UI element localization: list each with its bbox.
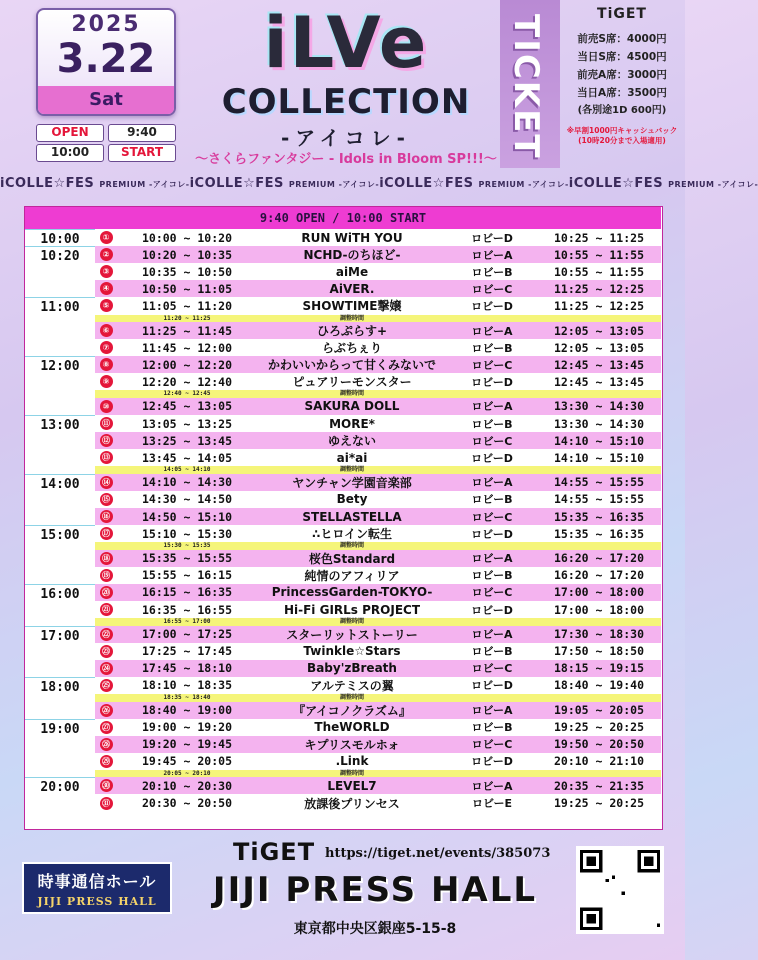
slot-number: ② xyxy=(95,248,117,261)
hour-label: 10:00 xyxy=(25,229,95,246)
break-row xyxy=(95,390,661,398)
performance-time: 10:50 ~ 11:05 xyxy=(141,281,232,296)
performer-name: 放課後プリンセス xyxy=(304,796,400,811)
table-row xyxy=(95,702,661,719)
ticket-prices xyxy=(562,6,682,168)
date-weekday: Sat xyxy=(38,86,174,114)
performance-time: 20:30 ~ 20:50 xyxy=(141,796,232,811)
break-time: 14:05 ~ 14:10 xyxy=(163,466,211,474)
break-time: 20:05 ~ 20:10 xyxy=(163,769,211,777)
performance-time: 18:40 ~ 19:00 xyxy=(141,703,232,718)
table-row xyxy=(95,567,661,584)
slot-number: ④ xyxy=(95,282,117,295)
hour-label: 10:20 xyxy=(25,246,95,297)
venue-logo xyxy=(22,862,172,914)
hour-label: 15:00 xyxy=(25,525,95,584)
performer-name: SAKURA DOLL xyxy=(304,399,400,414)
slot-number: ① xyxy=(95,231,117,244)
greeting-time: 16:20 ~ 17:20 xyxy=(553,551,644,566)
table-row xyxy=(95,777,661,794)
fes-logo: iCOLLE☆FES PREMIUM -アイコレ- xyxy=(379,175,569,191)
break-time: 16:55 ~ 17:00 xyxy=(163,618,211,626)
performer-name: 純情のアフィリア xyxy=(304,568,400,583)
greeting-time: 13:30 ~ 14:30 xyxy=(553,416,644,431)
greeting-location: ロビーC xyxy=(471,434,513,448)
break-row xyxy=(95,315,661,323)
break-row xyxy=(95,618,661,626)
greeting-time: 20:35 ~ 21:35 xyxy=(553,778,644,793)
cashback-detail: (10時20分まで入場適用) xyxy=(578,136,666,145)
performer-name: LEVEL7 xyxy=(327,778,377,793)
greeting-location: ロビーD xyxy=(471,451,513,465)
greeting-time: 14:10 ~ 15:10 xyxy=(553,450,644,465)
greeting-location: ロビーB xyxy=(471,341,513,355)
break-row xyxy=(95,542,661,550)
timetable-header: 9:40 OPEN / 10:00 START xyxy=(25,207,661,229)
table-row xyxy=(95,373,661,390)
table-row xyxy=(95,474,661,491)
ticket-title: TiGET xyxy=(597,6,647,22)
table-row xyxy=(95,246,661,263)
slot-number: ⑯ xyxy=(95,510,117,523)
greeting-location: ロビーA xyxy=(471,704,513,718)
performance-time: 19:00 ~ 19:20 xyxy=(141,720,232,735)
performance-time: 13:45 ~ 14:05 xyxy=(141,450,232,465)
greeting-location: ロビーA xyxy=(471,779,513,793)
break-time: 18:35 ~ 18:40 xyxy=(163,694,211,701)
event-logo-kana: -アイコレ- xyxy=(280,126,411,150)
slot-number: ㉔ xyxy=(95,662,117,675)
greeting-time: 15:35 ~ 16:35 xyxy=(553,526,644,541)
slot-number: ③ xyxy=(95,265,117,278)
performer-name: ゆえない xyxy=(327,434,376,449)
greeting-location: ロビーA xyxy=(471,476,513,490)
performer-name: PrincessGarden-TOKYO- xyxy=(271,585,433,600)
break-row xyxy=(95,770,661,778)
performer-name: かわいいからって甘くみないで xyxy=(267,358,436,373)
performance-time: 19:20 ~ 19:45 xyxy=(141,737,232,752)
slot-number: ⑮ xyxy=(95,493,117,506)
open-start-times xyxy=(36,124,176,162)
slot-number: ㉕ xyxy=(95,679,117,692)
table-row xyxy=(95,263,661,280)
performer-name: ヤンチャン学園音楽部 xyxy=(292,475,412,490)
greeting-time: 15:35 ~ 16:35 xyxy=(553,509,644,524)
greeting-location: ロビーC xyxy=(471,358,513,372)
performance-time: 15:35 ~ 15:55 xyxy=(141,551,232,566)
tiget-label: TiGET xyxy=(233,838,316,866)
greeting-location: ロビーB xyxy=(471,417,513,431)
performance-time: 18:10 ~ 18:35 xyxy=(141,678,232,693)
slot-number: ⑥ xyxy=(95,324,117,337)
table-row xyxy=(95,322,661,339)
performance-time: 11:25 ~ 11:45 xyxy=(141,323,232,338)
performance-time: 17:25 ~ 17:45 xyxy=(141,644,232,659)
performer-name: TheWORLD xyxy=(314,720,390,735)
slot-number: ㉒ xyxy=(95,628,117,641)
slot-number: ⑬ xyxy=(95,451,117,464)
fes-logo: iCOLLE☆FES PREMIUM -アイコレ- xyxy=(568,175,758,191)
drink-note: (各別途1D 600円) xyxy=(577,105,667,116)
slot-number: ⑳ xyxy=(95,586,117,599)
performer-name: Twinkle☆Stars xyxy=(303,644,401,659)
performer-name: Baby'zBreath xyxy=(307,661,397,676)
greeting-time: 17:30 ~ 18:30 xyxy=(553,627,644,642)
greeting-location: ロビーA xyxy=(471,324,513,338)
table-row xyxy=(95,339,661,356)
qr-code-icon[interactable] xyxy=(576,846,664,934)
performance-time: 10:00 ~ 10:20 xyxy=(141,230,232,245)
slot-number: ⑫ xyxy=(95,434,117,447)
performance-time: 16:35 ~ 16:55 xyxy=(141,602,232,617)
table-row xyxy=(95,584,661,601)
break-label: 調整時間 xyxy=(339,618,364,626)
greeting-time: 18:40 ~ 19:40 xyxy=(553,678,644,693)
greeting-time: 19:25 ~ 20:25 xyxy=(553,720,644,735)
break-row xyxy=(95,466,661,474)
performance-time: 13:25 ~ 13:45 xyxy=(141,433,232,448)
performance-time: 12:00 ~ 12:20 xyxy=(141,357,232,372)
hour-label: 14:00 xyxy=(25,474,95,525)
performer-name: スターリットストーリー xyxy=(286,627,418,642)
performer-name: Bety xyxy=(336,492,368,507)
break-row xyxy=(95,694,661,702)
performer-name: キプリスモルホォ xyxy=(304,737,400,752)
hour-label: 12:00 xyxy=(25,356,95,415)
break-label: 調整時間 xyxy=(339,769,364,777)
performer-name: RUN WiTH YOU xyxy=(301,230,403,245)
table-row xyxy=(95,415,661,432)
hour-label: 16:00 xyxy=(25,584,95,626)
greeting-location: ロビーA xyxy=(471,248,513,262)
greeting-time: 20:10 ~ 21:10 xyxy=(553,754,644,769)
greeting-location: ロビーB xyxy=(471,493,513,507)
table-row xyxy=(95,550,661,567)
fes-strip xyxy=(0,172,758,194)
performance-time: 10:20 ~ 10:35 xyxy=(141,247,232,262)
slot-number: ⑨ xyxy=(95,375,117,388)
greeting-location: ロビーB xyxy=(471,569,513,583)
greeting-location: ロビーE xyxy=(471,797,513,811)
slot-number: ⑲ xyxy=(95,569,117,582)
greeting-location: ロビーD xyxy=(471,679,513,693)
greeting-location: ロビーD xyxy=(471,603,513,617)
slot-number: ㉙ xyxy=(95,755,117,768)
performer-name: AiVER. xyxy=(329,281,375,296)
greeting-time: 10:55 ~ 11:55 xyxy=(553,264,644,279)
slot-number: ⑩ xyxy=(95,400,117,413)
performer-name: NCHD-のちほど- xyxy=(303,248,401,263)
break-time: 11:20 ~ 11:25 xyxy=(163,314,211,322)
greeting-location: ロビーA xyxy=(471,628,513,642)
table-row xyxy=(95,753,661,770)
greeting-time: 14:10 ~ 15:10 xyxy=(553,433,644,448)
venue-address: 東京都中央区銀座5-15-8 xyxy=(293,921,457,937)
slot-number: ⑪ xyxy=(95,417,117,430)
ticket-url[interactable]: https://tiget.net/events/385073 xyxy=(325,846,551,861)
slot-number: ㉑ xyxy=(95,603,117,616)
greeting-time: 19:50 ~ 20:50 xyxy=(553,737,644,752)
slot-number: ⑤ xyxy=(95,299,117,312)
slot-number: ㉖ xyxy=(95,704,117,717)
greeting-time: 19:25 ~ 20:25 xyxy=(553,796,644,811)
greeting-time: 17:00 ~ 18:00 xyxy=(553,585,644,600)
performance-time: 12:20 ~ 12:40 xyxy=(141,374,232,389)
greeting-time: 14:55 ~ 15:55 xyxy=(553,475,644,490)
greeting-time: 10:55 ~ 11:55 xyxy=(553,247,644,262)
performance-time: 14:50 ~ 15:10 xyxy=(141,509,232,524)
performer-name: ∴ヒロイン転生 xyxy=(312,527,392,542)
table-row xyxy=(95,795,661,812)
performer-name: ピュアリーモンスター xyxy=(292,375,412,390)
fes-logo: iCOLLE☆FES PREMIUM -アイコレ- xyxy=(0,175,190,191)
performer-name: アルテミスの翼 xyxy=(310,678,394,693)
break-label: 調整時間 xyxy=(339,314,364,322)
slot-number: ⑧ xyxy=(95,358,117,371)
slot-number: ㉘ xyxy=(95,738,117,751)
greeting-location: ロビーD xyxy=(471,527,513,541)
table-row xyxy=(95,432,661,449)
greeting-location: ロビーB xyxy=(471,721,513,735)
performance-time: 15:55 ~ 16:15 xyxy=(141,568,232,583)
greeting-location: ロビーA xyxy=(471,400,513,414)
date-box xyxy=(36,8,176,116)
performance-time: 17:00 ~ 17:25 xyxy=(141,627,232,642)
table-row xyxy=(95,508,661,525)
table-row xyxy=(95,229,661,246)
start-time: 10:00 xyxy=(36,144,104,162)
hour-label: 13:00 xyxy=(25,415,95,474)
venue-logo-en: JIJI PRESS HALL xyxy=(37,895,157,908)
performance-time: 10:35 ~ 10:50 xyxy=(141,264,232,279)
break-label: 調整時間 xyxy=(339,390,364,398)
greeting-location: ロビーD xyxy=(471,231,513,245)
table-row xyxy=(95,280,661,297)
open-time: 9:40 xyxy=(108,124,176,142)
performance-time: 11:45 ~ 12:00 xyxy=(141,340,232,355)
performance-time: 19:45 ~ 20:05 xyxy=(141,754,232,769)
performer-name: aiMe xyxy=(335,264,369,279)
price-line: 当日A席：3500円 xyxy=(577,87,667,99)
performance-time: 11:05 ~ 11:20 xyxy=(141,298,232,313)
table-row xyxy=(95,356,661,373)
greeting-location: ロビーC xyxy=(471,662,513,676)
event-logo-collection: COLLECTION xyxy=(221,82,471,122)
greeting-location: ロビーA xyxy=(471,552,513,566)
table-row xyxy=(95,449,661,466)
start-label: START xyxy=(108,144,176,162)
performer-name: MORE* xyxy=(329,416,375,431)
table-row xyxy=(95,626,661,643)
performer-name: 『アイコノクラズム』 xyxy=(293,703,411,718)
performance-time: 15:10 ~ 15:30 xyxy=(141,526,232,541)
performer-name: STELLASTELLA xyxy=(302,509,402,524)
greeting-location: ロビーD xyxy=(471,375,513,389)
table-row xyxy=(95,660,661,677)
break-time: 12:40 ~ 12:45 xyxy=(163,390,211,398)
greeting-time: 12:05 ~ 13:05 xyxy=(553,323,644,338)
price-line: 前売S席：4000円 xyxy=(577,33,667,45)
greeting-time: 17:00 ~ 18:00 xyxy=(553,602,644,617)
timetable xyxy=(24,206,663,830)
greeting-time: 17:50 ~ 18:50 xyxy=(553,644,644,659)
slot-number: ⑭ xyxy=(95,476,117,489)
greeting-time: 14:55 ~ 15:55 xyxy=(553,492,644,507)
greeting-location: ロビーC xyxy=(471,738,513,752)
venue-name: JIJI PRESS HALL xyxy=(212,870,538,910)
table-row xyxy=(95,601,661,618)
slot-number: ㉚ xyxy=(95,779,117,792)
ticket-tab-label: TICKET xyxy=(506,14,546,160)
slot-number: ⑰ xyxy=(95,527,117,540)
greeting-time: 12:05 ~ 13:05 xyxy=(553,340,644,355)
date-month-day: 3.22 xyxy=(56,36,156,82)
hour-label: 17:00 xyxy=(25,626,95,677)
table-row xyxy=(95,677,661,694)
performer-name: 桜色Standard xyxy=(308,551,396,566)
event-logo: iLVe xyxy=(263,2,429,84)
greeting-time: 11:25 ~ 12:25 xyxy=(553,281,644,296)
table-row xyxy=(95,525,661,542)
slot-number: ㉛ xyxy=(95,797,117,810)
table-row xyxy=(95,491,661,508)
cashback-note: ※早割1000円キャッシュバック xyxy=(566,126,678,135)
performer-name: .Link xyxy=(335,754,369,769)
slot-number: ㉗ xyxy=(95,721,117,734)
hour-label: 18:00 xyxy=(25,677,95,719)
table-row xyxy=(95,297,661,314)
slot-number: ㉓ xyxy=(95,645,117,658)
price-line: 当日S席：4500円 xyxy=(577,51,667,63)
greeting-time: 12:45 ~ 13:45 xyxy=(553,357,644,372)
price-line: 前売A席：3000円 xyxy=(577,69,667,81)
performance-time: 17:45 ~ 18:10 xyxy=(141,661,232,676)
greeting-time: 12:45 ~ 13:45 xyxy=(553,374,644,389)
break-label: 調整時間 xyxy=(339,542,364,550)
greeting-time: 16:20 ~ 17:20 xyxy=(553,568,644,583)
greeting-location: ロビーC xyxy=(471,282,513,296)
break-time: 15:30 ~ 15:35 xyxy=(163,542,211,550)
performer-name: ai*ai xyxy=(336,450,368,465)
greeting-time: 11:25 ~ 12:25 xyxy=(553,298,644,313)
performance-time: 14:30 ~ 14:50 xyxy=(141,492,232,507)
hour-label: 11:00 xyxy=(25,297,95,356)
greeting-time: 18:15 ~ 19:15 xyxy=(553,661,644,676)
fes-logo: iCOLLE☆FES PREMIUM -アイコレ- xyxy=(189,175,380,191)
performance-time: 20:10 ~ 20:30 xyxy=(141,778,232,793)
greeting-location: ロビーD xyxy=(471,755,513,769)
table-row xyxy=(95,736,661,753)
performance-time: 13:05 ~ 13:25 xyxy=(141,416,232,431)
ticket-tab xyxy=(500,0,560,168)
table-row xyxy=(95,643,661,660)
venue-logo-jp: 時事通信ホール xyxy=(37,872,157,891)
hour-label: 19:00 xyxy=(25,719,95,778)
break-label: 調整時間 xyxy=(339,466,364,474)
date-year: 2025 xyxy=(71,12,141,37)
greeting-time: 19:05 ~ 20:05 xyxy=(553,703,644,718)
slot-number: ⑦ xyxy=(95,341,117,354)
greeting-time: 13:30 ~ 14:30 xyxy=(553,399,644,414)
greeting-location: ロビーC xyxy=(471,510,513,524)
greeting-location: ロビーB xyxy=(471,645,513,659)
open-label: OPEN xyxy=(36,124,104,142)
performance-time: 14:10 ~ 14:30 xyxy=(141,475,232,490)
performer-name: Hi-Fi GIRLs PROJECT xyxy=(283,602,421,617)
greeting-location: ロビーC xyxy=(471,586,513,600)
performer-name: らぶちぇり xyxy=(321,341,382,356)
table-row xyxy=(95,719,661,736)
greeting-location: ロビーB xyxy=(471,265,513,279)
break-label: 調整時間 xyxy=(339,694,364,701)
slot-number: ⑱ xyxy=(95,552,117,565)
performer-name: ひろぷらす+ xyxy=(316,324,388,339)
performance-time: 12:45 ~ 13:05 xyxy=(141,399,232,414)
table-row xyxy=(95,398,661,415)
performer-name: SHOWTIME撃嬢 xyxy=(302,299,402,314)
event-subtitle: 〜さくらファンタジー - Idols in Bloom SP!!!〜 xyxy=(195,152,497,167)
greeting-location: ロビーD xyxy=(471,299,513,313)
hour-label: 20:00 xyxy=(25,777,95,811)
performance-time: 16:15 ~ 16:35 xyxy=(141,585,232,600)
greeting-time: 10:25 ~ 11:25 xyxy=(553,230,644,245)
